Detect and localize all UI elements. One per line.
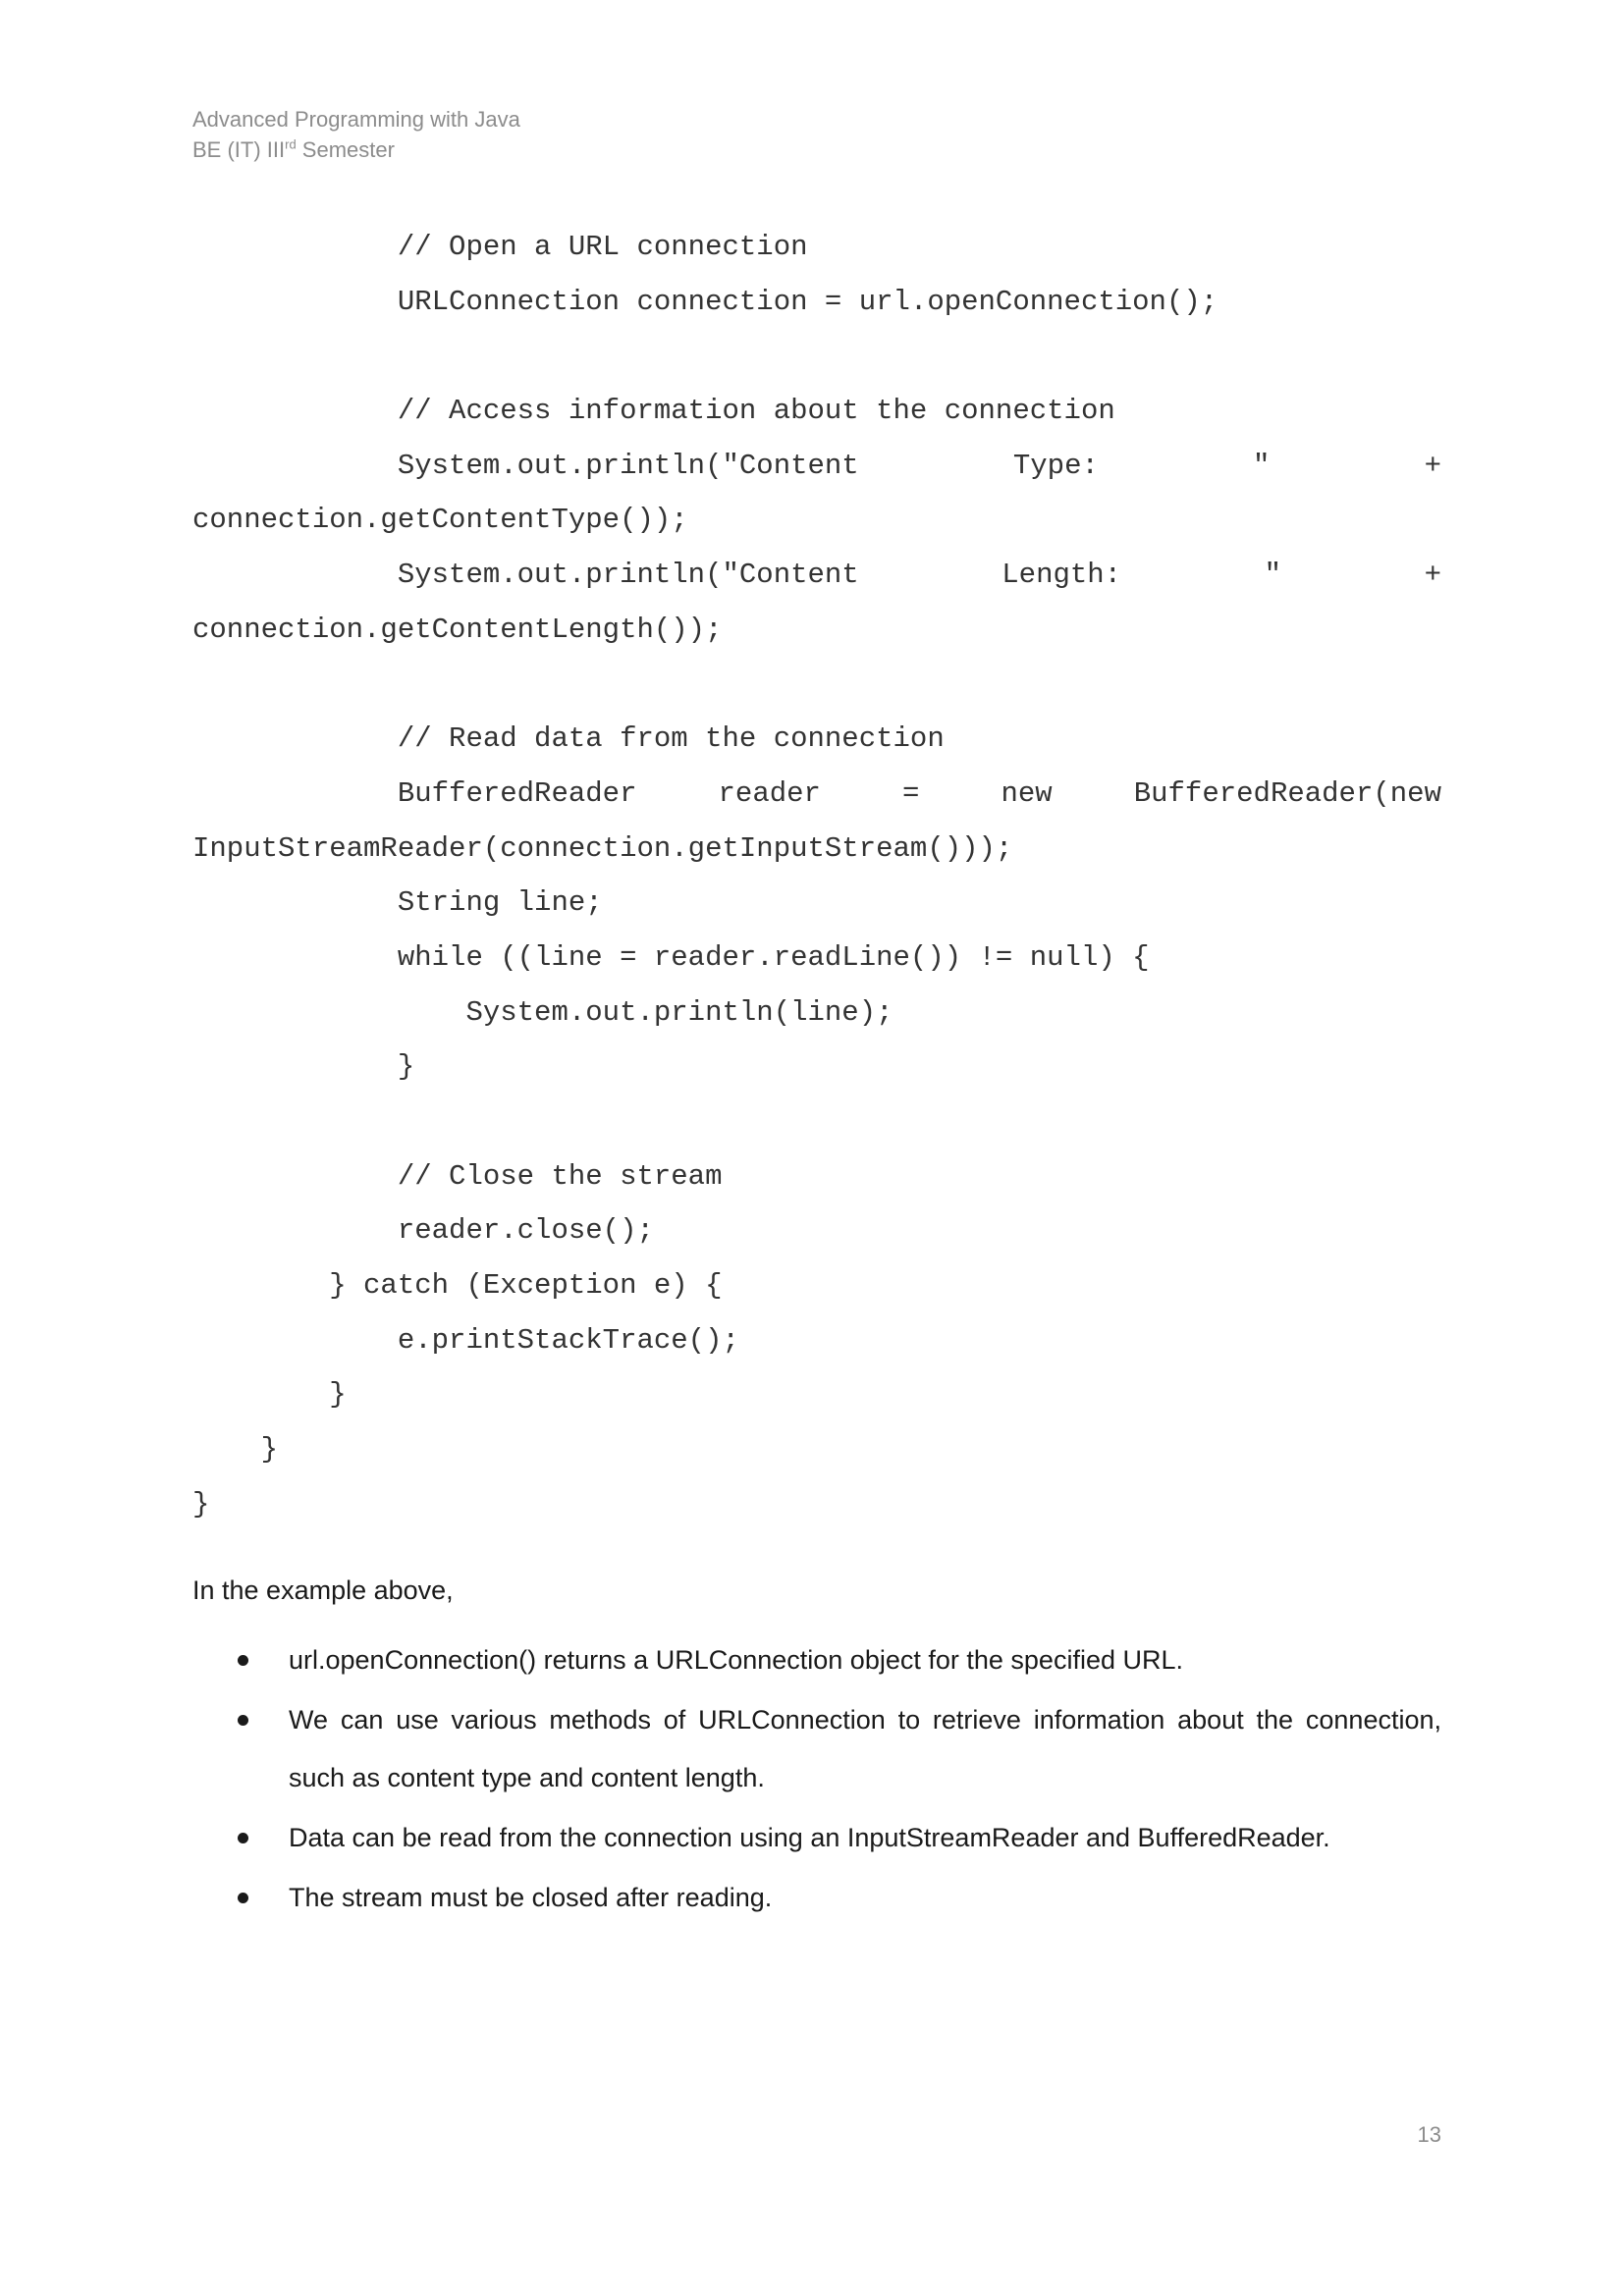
bullet-icon	[238, 1893, 248, 1903]
explanation-section	[192, 1571, 1441, 1929]
code-line: }	[192, 1487, 210, 1521]
bullet-icon	[238, 1833, 248, 1843]
code-token: Length:	[1001, 559, 1122, 592]
code-line: } catch (Exception e) {	[192, 1269, 723, 1303]
code-token: reader	[718, 776, 821, 810]
list-item-text: url.openConnection() returns a URLConnection object for the specified URL.	[289, 1645, 1183, 1675]
code-token: =	[902, 776, 920, 810]
code-line: URLConnection connection = url.openConnection();	[192, 285, 1218, 318]
code-token: "	[1253, 449, 1271, 482]
list-item	[192, 1809, 1441, 1867]
bullet-list	[192, 1631, 1441, 1927]
code-line: connection.getContentLength());	[192, 613, 723, 646]
code-line-blank	[192, 666, 1441, 721]
code-token: System.out.println("Content	[192, 559, 859, 592]
code-line-blank	[192, 1102, 1441, 1157]
list-item-text: The stream must be closed after reading.	[289, 1883, 773, 1912]
code-line-blank	[192, 337, 1441, 392]
code-token: Type:	[1012, 449, 1099, 482]
list-item	[192, 1631, 1441, 1689]
code-token: +	[1424, 559, 1441, 592]
bullet-icon	[238, 1655, 248, 1666]
code-token: new	[1001, 776, 1053, 810]
code-token: BufferedReader(new	[1133, 776, 1441, 810]
list-item	[192, 1869, 1441, 1927]
code-line: // Close the stream	[192, 1159, 723, 1193]
code-block	[192, 228, 1441, 1540]
code-line: String line;	[192, 886, 603, 920]
code-line: reader.close();	[192, 1214, 654, 1248]
code-line: while ((line = reader.readLine()) != null) {	[192, 940, 1150, 974]
bullet-icon	[238, 1715, 248, 1726]
code-line: }	[192, 1378, 347, 1412]
course-prefix: BE (IT) III	[192, 137, 286, 162]
code-line: System.out.println(line);	[192, 995, 893, 1029]
list-item	[192, 1691, 1441, 1807]
code-line	[192, 774, 1441, 829]
code-line: }	[192, 1050, 415, 1084]
code-line	[192, 556, 1441, 611]
document-title: Advanced Programming with Java	[192, 107, 520, 132]
course-suffix: Semester	[296, 137, 395, 162]
intro-paragraph: In the example above,	[192, 1575, 454, 1605]
code-token: BufferedReader	[192, 776, 637, 810]
code-token: "	[1264, 559, 1282, 592]
list-item-text: Data can be read from the connection using an InputStreamReader and BufferedReader.	[289, 1823, 1330, 1852]
code-line: }	[192, 1433, 279, 1467]
code-line: e.printStackTrace();	[192, 1323, 739, 1357]
code-line: InputStreamReader(connection.getInputStream()));	[192, 831, 1013, 865]
course-line	[192, 134, 520, 165]
course-ordinal: rd	[285, 136, 297, 152]
page-number: 13	[1417, 2122, 1441, 2147]
page-header	[192, 104, 520, 165]
code-line	[192, 447, 1441, 502]
code-line: // Access information about the connection	[192, 395, 1115, 428]
list-item-text: We can use various methods of URLConnection to retrieve information about the connection, such as content type and content length.	[289, 1705, 1441, 1792]
code-token: System.out.println("Content	[192, 449, 859, 482]
code-token: +	[1424, 449, 1441, 482]
code-line: // Read data from the connection	[192, 722, 945, 756]
code-line: connection.getContentType());	[192, 504, 688, 537]
code-line: // Open a URL connection	[192, 231, 808, 263]
